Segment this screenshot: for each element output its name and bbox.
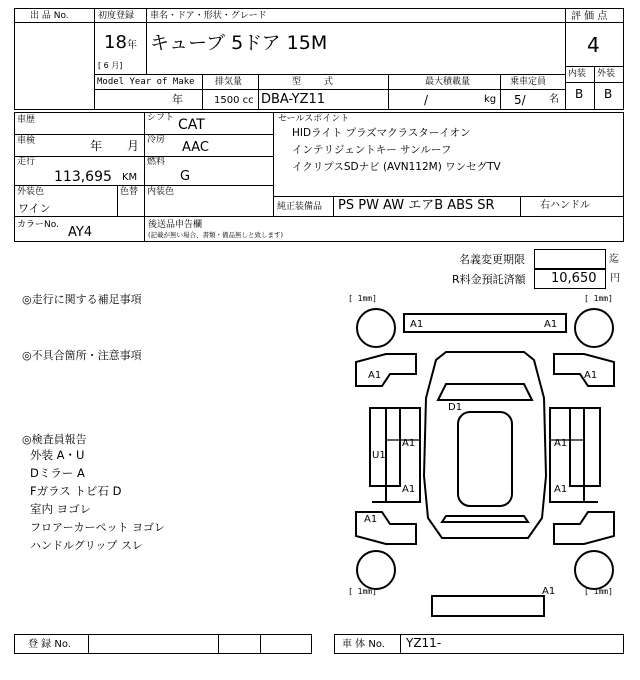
first-registration-label: 初度登録: [98, 11, 135, 21]
displacement-label: 排気量: [215, 77, 243, 87]
wheel-front-right: [575, 309, 613, 347]
type-label: 型 式: [292, 77, 333, 87]
interior-grade-label: 内装: [568, 69, 587, 79]
displacement-value: 1500 cc: [214, 95, 254, 106]
lot-number-label: 出 品 No.: [30, 11, 69, 21]
mark-left-fender: U1: [372, 450, 386, 461]
mark-rear-bumper: A1: [542, 586, 556, 597]
model-year-label: Model Year of Make: [97, 77, 195, 87]
inspector-line-6: ハンドルグリップ スレ: [30, 539, 143, 552]
documents-note: (記載が無い場合、書類・備品無しと致します): [148, 231, 284, 239]
wheel-front-left: [357, 309, 395, 347]
steering-value: 右ハンドル: [540, 200, 590, 211]
sales-points-label: セールスポイント: [278, 114, 350, 124]
name-change-box: [534, 249, 606, 269]
inspector-line-5: フロアーカーペット ヨゴレ: [30, 521, 165, 534]
sales-point-3: イクリプスSDナビ (AVN112M) ワンセグTV: [292, 161, 501, 173]
color-number-value: AY4: [68, 225, 93, 240]
mark-right-door: A1: [554, 438, 568, 449]
color-change-label: 色替: [120, 187, 139, 197]
inspector-line-2: Dミラー A: [30, 466, 85, 480]
inspection-month-unit: 月: [127, 139, 140, 153]
exterior-grade: B: [604, 87, 613, 101]
ac-label: 冷房: [147, 135, 166, 145]
mark-windshield: D1: [448, 402, 463, 413]
car-diagram: [346, 290, 624, 626]
model-year-unit: 年: [172, 93, 183, 106]
mark-left-door: A1: [402, 438, 416, 449]
corner-note-bottom-right: [ 1mm]: [584, 587, 613, 596]
corner-note-top-right: [ 1mm]: [584, 294, 613, 303]
recycle-fee-value: 10,650: [551, 271, 597, 286]
recycle-fee-label: R料金預託済額: [452, 273, 526, 286]
inspector-line-3: Fガラス トビ石 D: [30, 484, 122, 498]
fuel-label: 燃料: [147, 157, 166, 167]
chassis-number-value: YZ11-: [406, 636, 442, 650]
interior-color-label: 内装色: [147, 187, 175, 197]
capacity-unit: 名: [549, 94, 559, 105]
overall-rating: 4: [587, 33, 600, 57]
equipment-value: PS PW AW エアB ABS SR: [338, 198, 495, 213]
exterior-grade-label: 外装: [597, 69, 616, 79]
mark-right-rear-door: A1: [554, 484, 568, 495]
chassis-number-label: 車 体 No.: [342, 639, 385, 650]
mileage-value: 113,695: [54, 169, 112, 185]
roof-panel: [458, 412, 512, 506]
exterior-color-value: ワイン: [18, 202, 51, 215]
name-change-label: 名義変更期限: [459, 253, 525, 266]
driving-notes-label: ◎走行に関する補足事項: [22, 293, 142, 306]
rear-window: [442, 516, 528, 522]
equipment-label: 純正装備品: [277, 202, 323, 212]
max-load-label: 最大積載量: [425, 77, 471, 87]
interior-grade: B: [575, 87, 584, 101]
wheel-rear-right: [575, 551, 613, 589]
max-load-value: /: [424, 93, 429, 107]
inspection-year-unit: 年: [90, 139, 103, 153]
front-panel-left: [356, 354, 416, 386]
mileage-label: 走行: [17, 157, 36, 167]
mark-front-bumper-left: A1: [410, 319, 424, 330]
recycle-fee-unit: 円: [610, 273, 620, 284]
registration-number-label: 登 録 No.: [28, 639, 71, 650]
mark-front-right-panel: A1: [584, 370, 598, 381]
sales-point-2: インテリジェントキー サンルーフ: [292, 144, 452, 156]
capacity-label: 乗車定員: [510, 77, 547, 87]
wheel-rear-left: [357, 551, 395, 589]
registration-year: 18: [104, 32, 127, 53]
windshield: [438, 384, 532, 400]
corner-note-top-left: [ 1mm]: [348, 294, 377, 303]
registration-year-unit: 年: [127, 40, 137, 51]
rear-bumper: [432, 596, 544, 616]
documents-label: 後送品申告欄: [148, 220, 203, 230]
capacity-value: 5/: [514, 93, 526, 107]
mark-front-left-panel: A1: [368, 370, 382, 381]
shift-label: シフト: [147, 113, 175, 123]
inspector-line-4: 室内 ヨゴレ: [30, 502, 92, 516]
color-number-label: カラーNo.: [17, 220, 59, 230]
rear-panel-right: [554, 512, 614, 544]
sales-point-1: HIDライト プラズマクラスターイオン: [292, 127, 471, 139]
exterior-color-label: 外装色: [17, 187, 45, 197]
rating-label: 評 価 点: [571, 11, 608, 22]
mileage-unit: KM: [122, 172, 138, 183]
shift-value: CAT: [178, 117, 205, 133]
inspection-label: 車検: [17, 136, 36, 146]
max-load-unit: kg: [484, 94, 497, 105]
mark-front-bumper-right: A1: [544, 319, 558, 330]
ac-value: AAC: [182, 140, 209, 155]
model-name: キューブ 5ドア 15M: [150, 32, 328, 54]
corner-note-bottom-left: [ 1mm]: [348, 587, 377, 596]
type-value: DBA-YZ11: [261, 92, 326, 107]
inspector-line-1: 外装 A・U: [30, 448, 85, 462]
front-bumper: [404, 314, 566, 332]
registration-month: [ 6 月]: [98, 61, 123, 70]
inspector-report-label: ◎検査員報告: [22, 433, 87, 446]
fuel-value: G: [180, 169, 191, 184]
mark-rear-left-panel: A1: [364, 514, 378, 525]
history-label: 車歴: [17, 115, 36, 125]
defects-label: ◎不具合箇所・注意事項: [22, 349, 142, 362]
car-body-top: [424, 352, 546, 538]
model-label: 車名・ドア・形状・グレード: [150, 11, 267, 21]
name-change-unit: 迄: [609, 254, 619, 265]
mark-left-rear-door: A1: [402, 484, 416, 495]
